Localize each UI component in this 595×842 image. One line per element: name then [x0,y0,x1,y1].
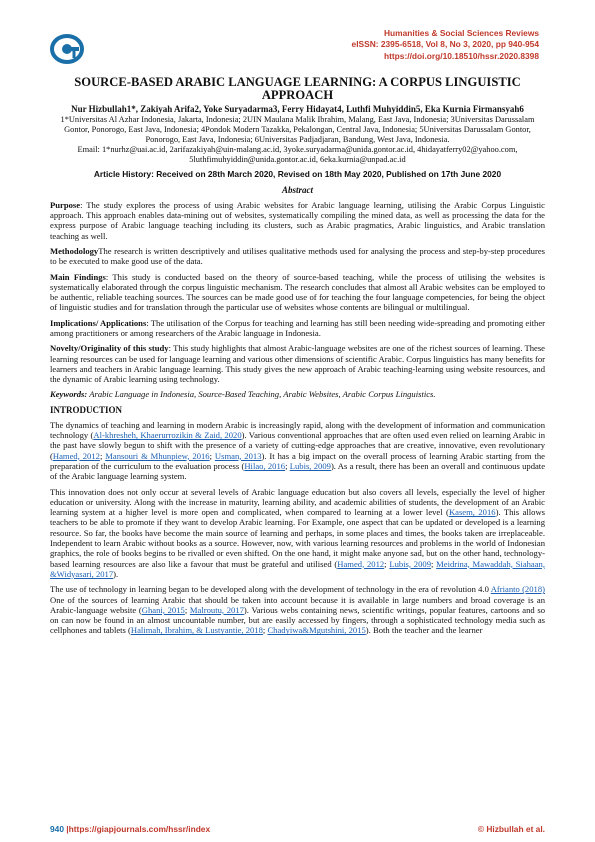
intro-text: ). It has a big impact on the overall process of learning Arabic starting from the preparation of the curriculum to the evaluation process ( [50,450,545,471]
method-label: Methodology [50,245,99,256]
implications-text: : The utilisation of the Corpus for teaching and learning has still been needing wide-spreading and promoting either among practitioners or among researchers of the Arabic language in Indonesia. [50,317,545,338]
abstract-methodology [50,246,545,267]
citation-link[interactable]: Al-khresheh, Khaerurrozikin & Zaid, 2020 [93,430,242,441]
separator: ; [431,558,437,569]
citation-link[interactable]: Hilao, 2016 [244,460,286,471]
separator: ; [184,604,190,615]
intro-text: This innovation does not only occur at several levels of Arabic language education but also covers all levels, especially the level of higher education or university. Along with the increase in maturity, learning ability, and academic abilities of students, the development of an Arabic learning system at a higher level is more open and complicated, when compared to learning at a lower level ( [50,486,545,518]
citation-link[interactable]: Hamed, 2012 [337,558,385,569]
citation-link[interactable]: Ghani, 2015 [141,604,185,615]
citation-link[interactable]: Malroutu, 2017 [189,604,244,615]
keywords-text: Arabic Language in Indonesia, Source-Based Teaching, Arabic Websites, Arabic Corpus Linguistics. [87,389,436,400]
article-history: Article History: Received on 28th March 2020, Revised on 18th May 2020, Published on 17th June 2020 [93,168,502,179]
paper-authors: Nur Hizbullah1*, Zakiyah Arifa2, Yoke Suryadarma3, Ferry Hidayat4, Luthfi Muhyiddin5, Eka Kurnia Firmansyah6 [71,104,524,114]
intro-text: ). As a result, there has been an overall and continuous update of the Arabic language learning system. [50,460,546,482]
journal-url-link[interactable]: |https://giapjournals.com/hssr/index [63,824,211,834]
abstract-heading: Abstract [281,184,313,195]
intro-paragraph-2 [50,487,545,580]
paper-title: SOURCE-BASED ARABIC LANGUAGE LEARNING: A CORPUS LINGUISTIC APPROACH [74,75,521,102]
citation-link[interactable]: Mansouri & Mhunpiew, 2016 [105,450,210,461]
journal-doi-link[interactable]: https://doi.org/10.18510/hssr.2020.8398 [383,50,539,61]
page-footer [50,824,545,834]
separator: ; [262,625,268,636]
keywords-label: Keywords: [50,389,88,400]
separator: ; [384,558,390,569]
intro-text: ). [113,568,119,579]
abstract-keywords [50,389,545,399]
intro-text: The use of technology in learning began to be developed along with the development of technology in the era of revolution 4.0 [50,584,491,595]
intro-text: ). This allows teachers to be able to promote if they want to develop Arabic learning. For Example, one aspect that can be updated or developed is a learning resource. So far, the books have become the main source of learning and perhaps, in some places and times, the books taken are irreplaceable. Independent to learn Arabic without books as a source. However, now, with various learning resources and problems in the world of Indonesian graphics, the role of books begins to be rivalled or even shifted. On the one hand, it might make anyone sad, but on the other hand, technology-based learning resources are also like a favour that must be grateful and utilised ( [50,507,546,569]
article-body [50,76,545,636]
journal-header [352,28,539,62]
intro-text: ). Both the teacher and the learner [365,625,483,636]
separator: ; [99,450,106,461]
citation-link[interactable]: Lubis, 2009 [289,460,331,471]
separator: ; [209,450,215,461]
implications-label: Implications/ Applications [50,317,147,328]
citation-link[interactable]: Lubis, 2009 [389,558,431,569]
citation-link[interactable]: Chadyiwa&Mgutshini, 2015 [267,625,366,636]
intro-paragraph-1 [50,420,545,482]
abstract-purpose [50,200,545,241]
abstract-novelty [50,343,545,384]
journal-name: Humanities & Social Sciences Reviews [383,28,539,38]
intro-text: One of the sources of learning Arabic that should be taken into account because it is available in large numbers and broad coverage is an Arabic-language website ( [50,594,545,615]
citation-link[interactable]: Kasem, 2016 [448,507,496,518]
paper-affiliations: 1*Universitas Al Azhar Indonesia, Jakarta, Indonesia; 2UIN Maulana Malik Ibrahim, Malang, East Java, Indonesia; 3Universitas Darussalam Gontor, Ponorogo, East Java, Indonesia; 4Pondok Modern Tazakka, Pekalongan, Central Java, Indonesia; 5Universitas Darussalam Gontor, Ponorogo, East Java, Indonesia; 6Universitas Padjadjaran, Bandung, West Java, Indonesia. [60,115,535,144]
page-number: 940 [50,824,64,834]
citation-link[interactable]: Meidrina, Mawaddah, Siahaan, &Widyasari, 2017 [50,558,546,579]
citation-link[interactable]: Halimah, Ibrahim, & Lustyantie, 2018 [130,625,263,636]
method-text: The research is written descriptively and utilises qualitative methods used for analysing the process and step-by-step procedures to be executed to make good use of the data. [50,245,545,267]
journal-issn: eISSN: 2395-6518, Vol 8, No 3, 2020, pp 940-954 [351,39,539,50]
footer-copyright: © Hizbullah et al. [477,824,545,834]
separator: ; [285,460,290,471]
footer-left [50,824,210,834]
citation-link[interactable]: Usman, 2013 [214,450,262,461]
citation-link[interactable]: Afrianto (2018) [490,584,545,595]
abstract-implications [50,318,545,339]
journal-logo-icon [50,34,84,64]
citation-link[interactable]: Hamed, 2012 [52,450,100,461]
purpose-text: : The study explores the process of using Arabic websites for Arabic language learning, utilising the Arabic Corpus Linguistic approach. This approach enables data-mining out of websites, systematically compiling the mined data, as well as processing the data for the express purpose of Arabic language teaching including its clusters, such as Arabic pragmatics, Arabic linguistics, and Arabic translation teaching as well. [50,199,545,241]
novelty-text: : This study highlights that almost Arabic-language websites are one of the richest sources of learning. These learning resources can be used for language learning and various other dimensions of scientific Arabic. Corpus linguistics has many benefits for learners and teachers in Arabic language learning. This study gives the new approach of Arabic teaching-learning using website resources, and the dynamic of Arabic learning using technology. [50,343,545,385]
intro-text: ). Various webs containing news, scientific writings, popular features, cartoons and so on can now be found in an almost uncountable number, but are easily accessed by fingers, through a sophisticated technology media such as cellphones and tablets ( [50,604,545,636]
intro-paragraph-3 [50,584,545,635]
paper-emails: Email: 1*nurhz@uai.ac.id, 2arifazakiyah@uin-malang.ac.id, 3yoke.suryadarma@unida.gontor.ac.id, 4hidayatferry02@yahoo.com, 5luthfimuhyiddin@unida.gontor.ac.id, 6eka.kurnia@unpad.ac.id [77,145,518,165]
abstract-findings [50,272,545,313]
findings-label: Main Findings [50,271,106,282]
introduction-heading: INTRODUCTION [50,404,123,415]
findings-text: : This study is conducted based on the theory of source-based teaching, while the process of utilising the websites is systematically elaborated through the corpus linguistic mechanism. The research concludes that almost all Arabic websites can be employed to be authentic, reliable teaching sources. The sources can be made good use of for teaching the four language competencies, for being the object of linguistic studies and for translation through the particular use of websites whose contents are bilingual or multilingual. [50,271,545,313]
intro-text: ). Various conventional approaches that are often used even relied on learning Arabic in the past have slowly begun to shift with the presence of a variety of cutting-edge approaches that are creative, innovative, even revolutionary ( [50,430,546,461]
purpose-label: Purpose [50,199,81,210]
intro-text: The dynamics of teaching and learning in modern Arabic is increasingly rapid, along with the development of information and communication technology ( [50,419,545,441]
novelty-label: Novelty/Originality of this study [50,343,169,354]
